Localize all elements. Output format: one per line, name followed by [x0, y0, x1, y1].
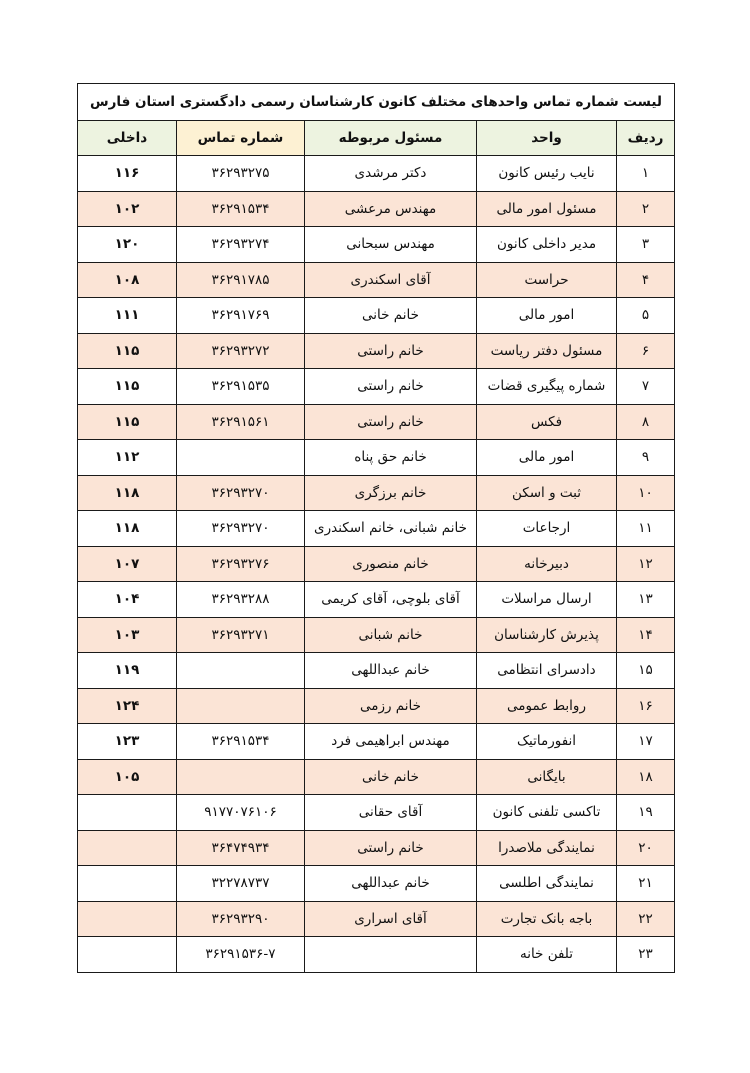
cell-radif: ۲: [617, 191, 675, 227]
cell-dakheli: ۱۰۸: [77, 262, 176, 298]
cell-masool: خانم راستی: [305, 830, 477, 866]
cell-dakheli: ۱۰۴: [77, 582, 176, 618]
table-row: [77, 617, 674, 653]
table-row: [77, 404, 674, 440]
header-masool: مسئول مربوطه: [305, 121, 477, 156]
cell-radif: ۱۹: [617, 795, 675, 831]
cell-dakheli: ۱۱۶: [77, 156, 176, 192]
cell-vahed: مسئول دفتر ریاست: [477, 333, 617, 369]
cell-radif: ۱۳: [617, 582, 675, 618]
cell-vahed: نمایندگی ملاصدرا: [477, 830, 617, 866]
table-row: [77, 937, 674, 973]
cell-vahed: امور مالی: [477, 298, 617, 334]
table-row: [77, 866, 674, 902]
cell-dakheli: [77, 795, 176, 831]
cell-tamas: ۳۶۲۹۳۲۷۲: [177, 333, 305, 369]
cell-dakheli: ۱۲۰: [77, 227, 176, 263]
cell-masool: آقای حقانی: [305, 795, 477, 831]
cell-dakheli: [77, 830, 176, 866]
cell-radif: ۱۴: [617, 617, 675, 653]
cell-tamas: [177, 688, 305, 724]
header-tamas: شماره تماس: [177, 121, 305, 156]
cell-vahed: نمایندگی اطلسی: [477, 866, 617, 902]
cell-tamas: ۳۶۲۹۳۲۷۵: [177, 156, 305, 192]
cell-masool: خانم شبانی: [305, 617, 477, 653]
cell-masool: خانم حق پناه: [305, 440, 477, 476]
cell-tamas: ۹۱۷۷۰۷۶۱۰۶: [177, 795, 305, 831]
cell-tamas: ۳۶۲۹۱۵۳۴: [177, 191, 305, 227]
cell-radif: ۲۳: [617, 937, 675, 973]
cell-masool: خانم برزگری: [305, 475, 477, 511]
cell-dakheli: [77, 937, 176, 973]
cell-masool: مهندس ابراهیمی فرد: [305, 724, 477, 760]
cell-vahed: مدیر داخلی کانون: [477, 227, 617, 263]
cell-radif: ۵: [617, 298, 675, 334]
cell-dakheli: ۱۰۳: [77, 617, 176, 653]
cell-dakheli: [77, 866, 176, 902]
table-row: [77, 156, 674, 192]
cell-radif: ۳: [617, 227, 675, 263]
cell-masool: خانم راستی: [305, 369, 477, 405]
cell-masool: آقای اسکندری: [305, 262, 477, 298]
cell-vahed: باجه بانک تجارت: [477, 901, 617, 937]
cell-tamas: ۳۶۲۹۳۲۷۱: [177, 617, 305, 653]
cell-tamas: ۳۶۲۹۱۷۶۹: [177, 298, 305, 334]
cell-masool: خانم راستی: [305, 404, 477, 440]
cell-tamas: ۳۶۲۹۳۲۷۴: [177, 227, 305, 263]
cell-radif: ۲۲: [617, 901, 675, 937]
table-row: [77, 262, 674, 298]
cell-dakheli: ۱۲۳: [77, 724, 176, 760]
cell-radif: ۱۰: [617, 475, 675, 511]
cell-radif: ۹: [617, 440, 675, 476]
cell-masool: خانم خانی: [305, 298, 477, 334]
header-radif: ردیف: [617, 121, 675, 156]
table-row: [77, 795, 674, 831]
cell-dakheli: ۱۰۷: [77, 546, 176, 582]
cell-vahed: شماره پیگیری قضات: [477, 369, 617, 405]
cell-tamas: ۳۶۲۹۳۲۷۰: [177, 475, 305, 511]
table-header-row: [77, 121, 674, 156]
cell-masool: مهندس مرعشی: [305, 191, 477, 227]
table-row: [77, 475, 674, 511]
cell-dakheli: ۱۱۵: [77, 404, 176, 440]
cell-vahed: پذیرش کارشناسان: [477, 617, 617, 653]
table-row: [77, 333, 674, 369]
cell-radif: ۶: [617, 333, 675, 369]
cell-tamas: ۳۲۲۷۸۷۳۷: [177, 866, 305, 902]
header-vahed: واحد: [477, 121, 617, 156]
cell-vahed: نایب رئیس کانون: [477, 156, 617, 192]
cell-masool: مهندس سبحانی: [305, 227, 477, 263]
cell-masool: آقای اسراری: [305, 901, 477, 937]
table-row: [77, 653, 674, 689]
cell-vahed: دبیرخانه: [477, 546, 617, 582]
table-row: [77, 369, 674, 405]
cell-masool: [305, 937, 477, 973]
table-row: [77, 191, 674, 227]
cell-vahed: امور مالی: [477, 440, 617, 476]
cell-vahed: فکس: [477, 404, 617, 440]
cell-radif: ۱۶: [617, 688, 675, 724]
cell-masool: خانم شبانی، خانم اسکندری: [305, 511, 477, 547]
contacts-table: [77, 83, 675, 973]
cell-masool: خانم عبداللهی: [305, 653, 477, 689]
table-row: [77, 901, 674, 937]
cell-tamas: [177, 653, 305, 689]
cell-vahed: تاکسی تلفنی کانون: [477, 795, 617, 831]
cell-radif: ۱۵: [617, 653, 675, 689]
cell-radif: ۴: [617, 262, 675, 298]
table-row: [77, 298, 674, 334]
table-row: [77, 582, 674, 618]
cell-radif: ۷: [617, 369, 675, 405]
cell-dakheli: ۱۱۹: [77, 653, 176, 689]
cell-masool: خانم منصوری: [305, 546, 477, 582]
table-row: [77, 511, 674, 547]
table-row: [77, 227, 674, 263]
table-row: [77, 724, 674, 760]
cell-tamas: ۳۶۲۹۳۲۹۰: [177, 901, 305, 937]
cell-dakheli: ۱۲۴: [77, 688, 176, 724]
table-row: [77, 546, 674, 582]
cell-tamas: ۳۶۲۹۱۵۳۶-۷: [177, 937, 305, 973]
cell-tamas: ۳۶۲۹۱۵۳۴: [177, 724, 305, 760]
table-row: [77, 759, 674, 795]
cell-radif: ۱۱: [617, 511, 675, 547]
cell-masool: خانم عبداللهی: [305, 866, 477, 902]
cell-dakheli: ۱۰۵: [77, 759, 176, 795]
cell-dakheli: ۱۱۵: [77, 369, 176, 405]
cell-tamas: [177, 440, 305, 476]
cell-vahed: دادسرای انتظامی: [477, 653, 617, 689]
table-row: [77, 830, 674, 866]
cell-tamas: ۳۶۴۷۴۹۳۴: [177, 830, 305, 866]
cell-vahed: روابط عمومی: [477, 688, 617, 724]
cell-tamas: ۳۶۲۹۱۵۶۱: [177, 404, 305, 440]
cell-radif: ۱۷: [617, 724, 675, 760]
cell-vahed: حراست: [477, 262, 617, 298]
header-dakheli: داخلی: [77, 121, 176, 156]
cell-vahed: ثبت و اسکن: [477, 475, 617, 511]
cell-tamas: [177, 759, 305, 795]
cell-vahed: بایگانی: [477, 759, 617, 795]
cell-tamas: ۳۶۲۹۳۲۸۸: [177, 582, 305, 618]
cell-dakheli: [77, 901, 176, 937]
cell-dakheli: ۱۱۱: [77, 298, 176, 334]
cell-radif: ۱۲: [617, 546, 675, 582]
cell-dakheli: ۱۱۸: [77, 475, 176, 511]
cell-dakheli: ۱۱۸: [77, 511, 176, 547]
cell-radif: ۸: [617, 404, 675, 440]
table-row: [77, 688, 674, 724]
cell-masool: آقای بلوچی، آقای کریمی: [305, 582, 477, 618]
cell-tamas: ۳۶۲۹۱۷۸۵: [177, 262, 305, 298]
cell-masool: خانم رزمی: [305, 688, 477, 724]
cell-radif: ۱: [617, 156, 675, 192]
cell-tamas: ۳۶۲۹۱۵۳۵: [177, 369, 305, 405]
table-row: [77, 440, 674, 476]
cell-radif: ۲۰: [617, 830, 675, 866]
cell-dakheli: ۱۰۲: [77, 191, 176, 227]
cell-tamas: ۳۶۲۹۳۲۷۶: [177, 546, 305, 582]
cell-masool: خانم راستی: [305, 333, 477, 369]
cell-vahed: تلفن خانه: [477, 937, 617, 973]
cell-vahed: انفورماتیک: [477, 724, 617, 760]
table-title: لیست شماره تماس واحدهای مختلف کانون کارشناسان رسمی دادگستری استان فارس: [77, 84, 674, 121]
cell-radif: ۲۱: [617, 866, 675, 902]
cell-vahed: ارجاعات: [477, 511, 617, 547]
cell-vahed: مسئول امور مالی: [477, 191, 617, 227]
contact-list-sheet: [78, 83, 675, 973]
cell-masool: دکتر مرشدی: [305, 156, 477, 192]
cell-dakheli: ۱۱۵: [77, 333, 176, 369]
cell-dakheli: ۱۱۲: [77, 440, 176, 476]
cell-vahed: ارسال مراسلات: [477, 582, 617, 618]
cell-masool: خانم خانی: [305, 759, 477, 795]
cell-radif: ۱۸: [617, 759, 675, 795]
table-title-row: [77, 84, 674, 121]
cell-tamas: ۳۶۲۹۳۲۷۰: [177, 511, 305, 547]
